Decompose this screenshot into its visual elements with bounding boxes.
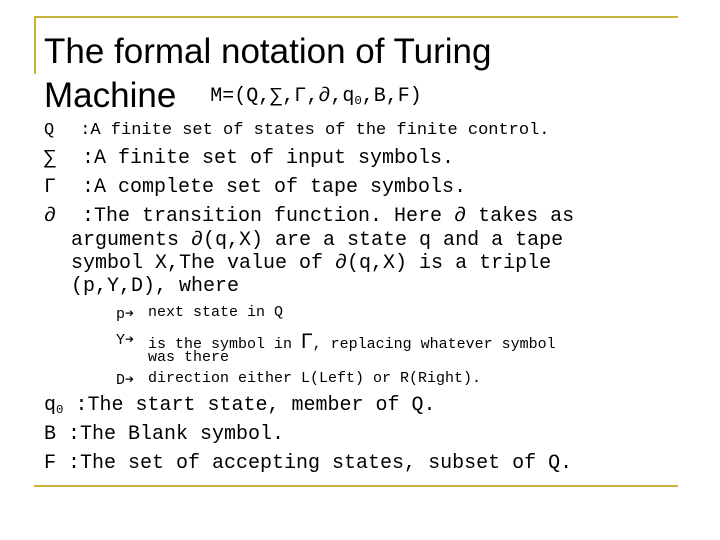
def-final: F :The set of accepting states, subset of Q.: [44, 452, 573, 475]
triple-y-cont-text: was there: [148, 349, 230, 366]
tuple-subscript: 0: [354, 94, 362, 109]
def-blank: B :The Blank symbol.: [44, 423, 285, 446]
triple-p-key: p➔: [116, 306, 135, 323]
def-q0-text: :The start state, member of Q.: [63, 394, 436, 417]
def-gamma-text: :A complete set of tape symbols.: [70, 176, 467, 199]
def-q: [44, 121, 549, 140]
def-sigma-text: :A finite set of input symbols.: [70, 147, 455, 170]
def-sigma-symbol: ∑: [44, 147, 57, 170]
def-delta-cont-1: arguments ∂(q,X) are a state q and a tape: [71, 229, 564, 252]
def-delta-text: :The transition function. Here ∂ takes as: [70, 205, 575, 228]
def-delta-cont-3: (p,Y,D), where: [71, 275, 240, 298]
def-delta-cont-2: symbol X,The value of ∂(q,X) is a triple: [71, 252, 552, 275]
def-q-text: :A finite set of states of the finite control.: [70, 121, 550, 140]
tuple-pre: M=(Q,∑,Γ,∂,q: [210, 85, 355, 108]
def-q0-subscript: 0: [56, 403, 64, 418]
triple-y-gamma: Γ: [301, 330, 313, 353]
left-rule: [34, 16, 36, 74]
def-q0: [44, 394, 436, 417]
def-delta-symbol: ∂: [44, 205, 57, 228]
triple-y-pre: is the symbol in: [148, 336, 302, 353]
triple-d-key: D➔: [116, 372, 135, 389]
triple-p-text: next state in Q: [148, 304, 284, 321]
title-line-2-row: [44, 74, 664, 125]
bottom-rule: [34, 485, 678, 487]
top-rule: [34, 16, 678, 18]
def-q-symbol: Q: [44, 121, 55, 140]
triple-y-post: , replacing whatever symbol: [312, 336, 556, 353]
triple-d-text: direction either L(Left) or R(Right).: [148, 370, 482, 387]
triple-y-key: Y➔: [116, 332, 135, 349]
title-line-1: The formal notation of Turing: [44, 32, 492, 71]
def-q0-symbol: q: [44, 394, 57, 417]
def-sigma: [44, 147, 454, 170]
slide-title: [44, 30, 664, 125]
def-gamma-symbol: Γ: [44, 176, 57, 199]
def-gamma: [44, 176, 466, 199]
machine-tuple: [210, 85, 421, 108]
def-delta: [44, 205, 574, 228]
tuple-post: ,B,F): [361, 85, 422, 108]
title-line-2: Machine: [44, 76, 177, 115]
